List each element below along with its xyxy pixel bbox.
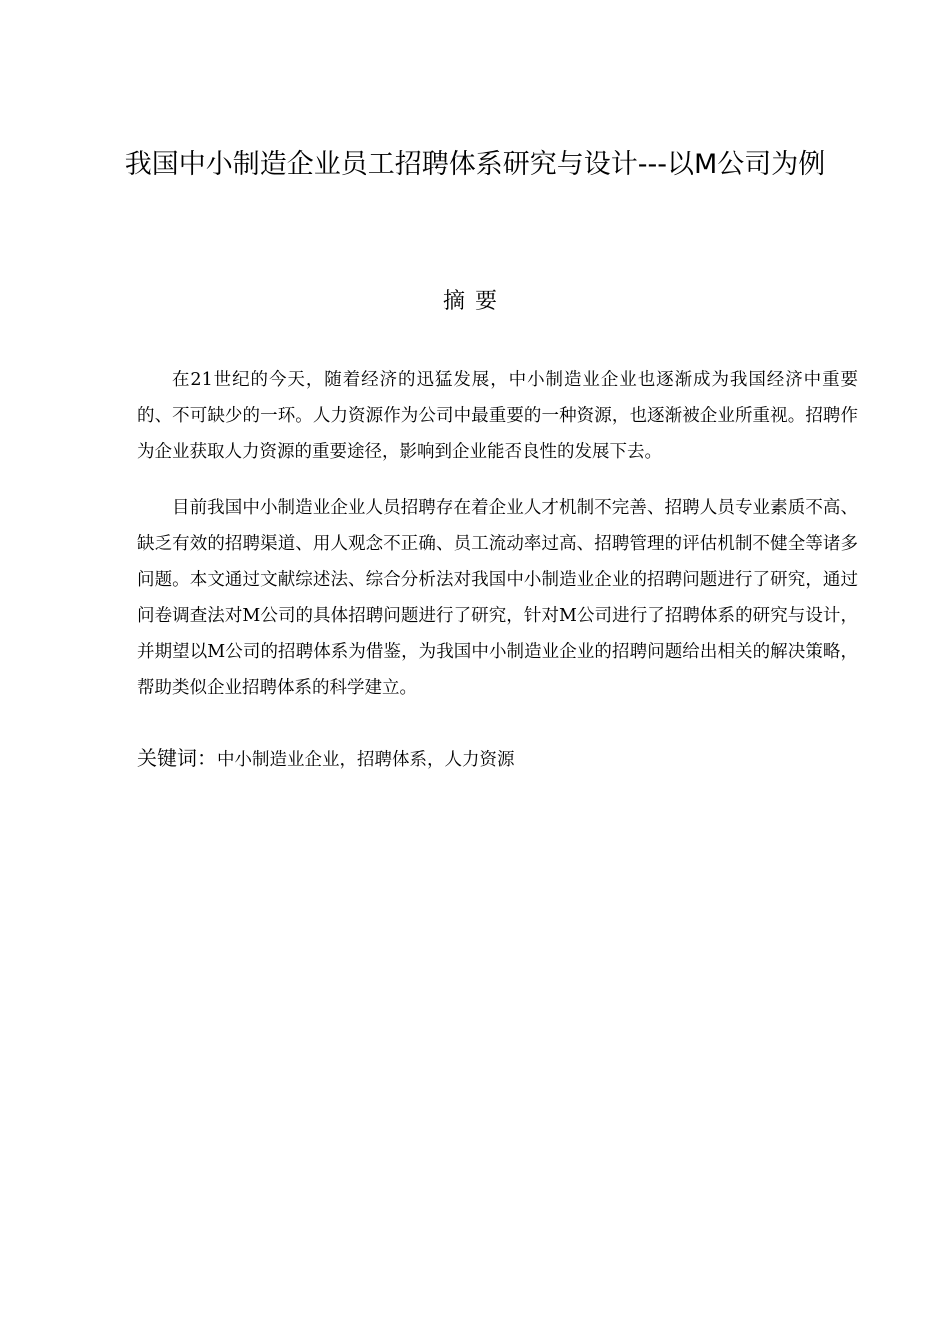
abstract-heading: 摘要 [442, 289, 507, 314]
abstract-paragraph-1: 在21世纪的今天，随着经济的迅猛发展，中小制造业企业也逐渐成为我国经济中重要的、不可缺少的一环。人力资源作为公司中最重要的一种资源，也逐渐被企业所重视。招聘作为企业获取人力资源的重要途径，影响到企业能否良性的发展下去。 [137, 370, 858, 462]
keywords-value: 中小制造业企业，招聘体系，人力资源 [217, 750, 515, 770]
keywords-label: 关键词： [137, 746, 217, 770]
keywords-line [137, 740, 858, 779]
document-title: 我国中小制造企业员工招聘体系研究与设计---以M公司为例 [124, 149, 826, 180]
abstract-paragraph-2: 目前我国中小制造业企业人员招聘存在着企业人才机制不完善、招聘人员专业素质不高、缺乏有效的招聘渠道、用人观念不正确、员工流动率过高、招聘管理的评估机制不健全等诸多问题。本文通过文献综述法、综合分析法对我国中小制造业企业的招聘问题进行了研究，通过问卷调查法对M公司的具体招聘问题进行了研究，针对M公司进行了招聘体系的研究与设计，并期望以M公司的招聘体系为借鉴，为我国中小制造业企业的招聘问题给出相关的解决策略，帮助类似企业招聘体系的科学建立。 [137, 498, 858, 698]
